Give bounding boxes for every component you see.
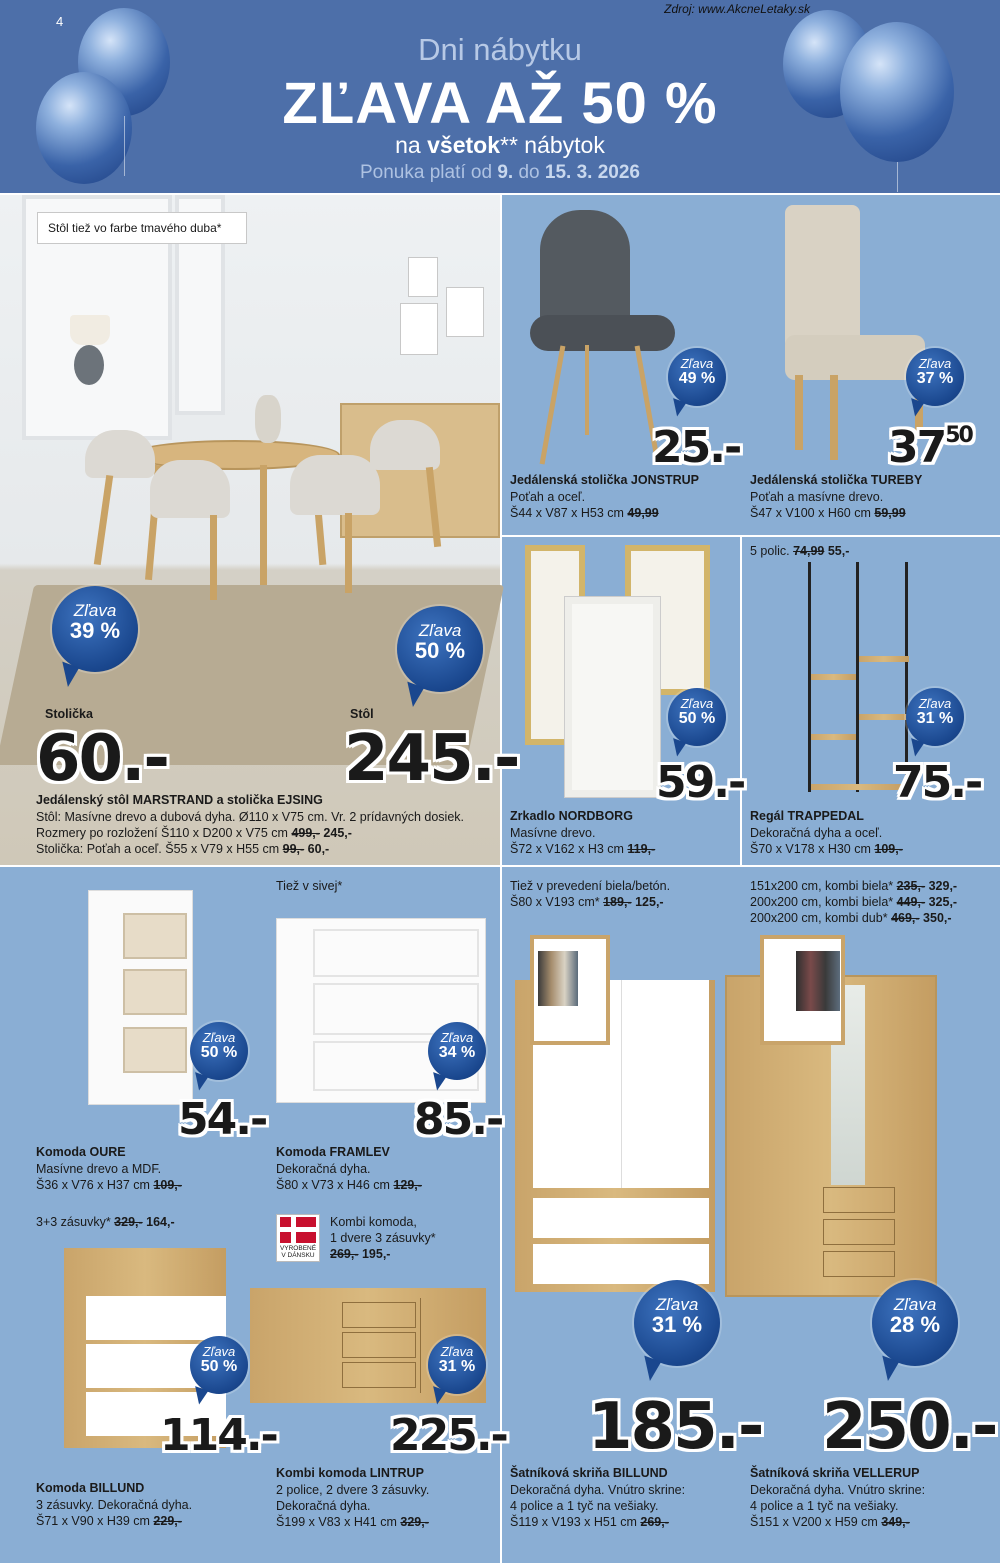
clothes [796, 951, 840, 1011]
promo-headline: ZĽAVA AŽ 50 % [282, 71, 718, 136]
chair-leg [585, 345, 589, 435]
product-description: Dekoračná dyha. Vnútro skrine: 4 police a 1 tyč na vešiaky. Š151 x V200 x H59 cm 349,- [750, 1483, 926, 1529]
table-leg [260, 465, 267, 585]
door-edge [621, 980, 622, 1188]
promo-line: na všetok** nábytok [395, 132, 605, 158]
discount-badge: Zľava 50 % [190, 1336, 248, 1394]
shelf-board [859, 656, 909, 662]
lamp [70, 315, 110, 345]
product-description: 3 zásuvky. Dekoračná dyha. Š71 x V90 x H39 cm 229,- [36, 1498, 193, 1528]
chair [370, 420, 440, 470]
discount-badge: Zľava 50 % [668, 688, 726, 746]
trappedal-price: 75.- [893, 757, 982, 808]
featured-note: Stôl tiež vo farbe tmavého duba* [48, 221, 222, 235]
wall-art [446, 287, 484, 337]
chair-back [540, 210, 630, 330]
divider [502, 535, 1000, 537]
product-description: Dekoračná dyha. Š80 x V73 x H46 cm 129,- [276, 1162, 422, 1192]
drawer [342, 1362, 416, 1388]
chair [290, 455, 380, 515]
chair-leg [540, 345, 566, 464]
product-title: Komoda BILLUND [36, 1481, 145, 1495]
discount-badge: Zľava 31 % [634, 1280, 720, 1366]
chair-seat [530, 315, 675, 351]
oure-dresser-image [88, 890, 193, 1105]
product-title: Komoda OURE [36, 1145, 126, 1159]
product-title: Zrkadlo NORDBORG [510, 809, 633, 823]
shelf-board [811, 674, 856, 680]
product-description: Masívne drevo. Š72 x V162 x H3 cm 119,- [510, 826, 656, 856]
table-label: Stôl [350, 707, 374, 721]
shelf-board [859, 714, 909, 720]
framlev-price: 85.- [414, 1094, 503, 1145]
wardrobe-interior-image [760, 935, 845, 1045]
drawer [86, 1296, 226, 1340]
chair-label: Stolička [45, 707, 93, 721]
shelf-post [856, 562, 859, 792]
product-title: Regál TRAPPEDAL [750, 809, 864, 823]
discount-badge: Zľava 28 % [872, 1280, 958, 1366]
billund-komoda-price: 114.- [160, 1410, 277, 1461]
chair-seat [785, 335, 925, 380]
drawer [533, 1244, 709, 1284]
discount-badge: Zľava 39 % [52, 586, 138, 672]
chair-leg [795, 375, 803, 450]
drawer [342, 1332, 416, 1358]
discount-badge: Zľava 49 % [668, 348, 726, 406]
promo-subtitle: Dni nábytku [418, 32, 582, 67]
product-title: Jedálenská stolička JONSTRUP [510, 473, 699, 487]
clothes [538, 951, 578, 1006]
tureby-price: $37^{50}$ [888, 422, 972, 473]
product-description: Masívne drevo a MDF. Š36 x V76 x H37 cm 109,- [36, 1162, 182, 1192]
variant-note: Tiež v prevedení biela/betón. Š80 x V193 cm* 189,- 125,- [510, 879, 671, 909]
lamp-base [74, 345, 104, 385]
product-title: Šatníková skriňa VELLERUP [750, 1466, 920, 1480]
shelf-board [811, 734, 856, 740]
variant-note: Tiež v sivej* [276, 879, 343, 893]
drawer [823, 1187, 895, 1213]
table-price: 245.- [344, 722, 519, 796]
chair [85, 430, 155, 478]
door-edge [420, 1298, 421, 1393]
product-title: Kombi komoda LINTRUP [276, 1466, 424, 1480]
discount-badge: Zľava 50 % [190, 1022, 248, 1080]
vellerup-price: 250.- [822, 1390, 997, 1464]
basket [123, 913, 187, 959]
chair-leg [345, 513, 352, 593]
page-number: 4 [56, 14, 64, 29]
drawer [342, 1302, 416, 1328]
discount-badge: Zľava 31 % [906, 688, 964, 746]
variant-note: 151x200 cm, kombi biela* 235,- 329,- 200x200 cm, kombi biela* 449,- 325,- 200x200 cm, kombi dub* 469,- 350,- [750, 879, 958, 925]
promo-validity: Ponuka platí od 9. do 15. 3. 2026 [360, 162, 640, 183]
billund-wardrobe-price: 185.- [588, 1390, 763, 1464]
variant-note: 5 polic. 74,99 55,- [750, 544, 850, 558]
made-in-denmark-badge: VYROBENÉ V DÁNSKU [276, 1214, 320, 1262]
chair-leg [210, 515, 217, 600]
discount-badge: Zľava 31 % [428, 1336, 486, 1394]
wardrobe-interior-image [530, 935, 610, 1045]
divider [740, 535, 742, 865]
discount-badge: Zľava 34 % [428, 1022, 486, 1080]
basket [123, 1027, 187, 1073]
drawer [313, 929, 479, 977]
product-title: Komoda FRAMLEV [276, 1145, 390, 1159]
chair-leg [94, 475, 113, 565]
product-description: Poťah a masívne drevo. Š47 x V100 x H60 cm 59,99 [750, 490, 906, 520]
product-title: Jedálenská stolička TUREBY [750, 473, 923, 487]
chair-leg [830, 375, 838, 460]
discount-badge: Zľava 50 % [397, 606, 483, 692]
nordborg-price: 59.- [656, 757, 745, 808]
product-description: Poťah a oceľ. Š44 x V87 x H53 cm 49,99 [510, 490, 659, 520]
product-description: Stôl: Masívne drevo a dubová dyha. Ø110 x V75 cm. Vr. 2 prídavných dosiek. Rozmery po rozložení Š110 x D200 x V75 cm 499,- 245,- Stolička: Poťah a oceľ. Š55 x V79 x H55 cm 99,- 60,- [36, 810, 465, 856]
oure-price: 54.- [178, 1094, 267, 1145]
wall-art [408, 257, 438, 297]
product-title: Šatníková skriňa BILLUND [510, 1466, 668, 1480]
product-description: 2 police, 2 dvere 3 zásuvky. Dekoračná dyha. Š199 x V83 x H41 cm 329,- [276, 1483, 430, 1529]
divider [0, 865, 1000, 867]
lintrup-price: 225.- [390, 1410, 507, 1461]
chair-price: 60.- [36, 722, 168, 796]
jonstrup-price: 25.- [652, 422, 741, 473]
denmark-flag-icon [280, 1217, 316, 1243]
variant-note: Kombi komoda, 1 dvere 3 zásuvky* 269,- 195,- [330, 1215, 436, 1261]
product-description: Dekoračná dyha a oceľ. Š70 x V178 x H30 cm 109,- [750, 826, 903, 856]
product-description: Dekoračná dyha. Vnútro skrine: 4 police a 1 tyč na vešiaky. Š119 x V193 x H51 cm 269,- [510, 1483, 686, 1529]
chair [150, 460, 230, 518]
source-label[interactable]: Zdroj: www.AkcneLetaky.sk [664, 2, 810, 16]
shelf-board [811, 784, 905, 790]
drawer [533, 1198, 709, 1238]
mirror [565, 597, 660, 797]
divider [500, 195, 502, 1563]
drawer [823, 1219, 895, 1245]
discount-badge: Zľava 37 % [906, 348, 964, 406]
product-title: Jedálenský stôl MARSTRAND a stolička EJSING [36, 793, 323, 807]
wall-art [400, 303, 438, 355]
drawer [823, 1251, 895, 1277]
chair-back [785, 205, 860, 350]
vase [255, 395, 281, 443]
basket [123, 969, 187, 1015]
variant-note: 3+3 zásuvky* 329,- 164,- [36, 1215, 175, 1229]
header-banner [0, 0, 1000, 193]
